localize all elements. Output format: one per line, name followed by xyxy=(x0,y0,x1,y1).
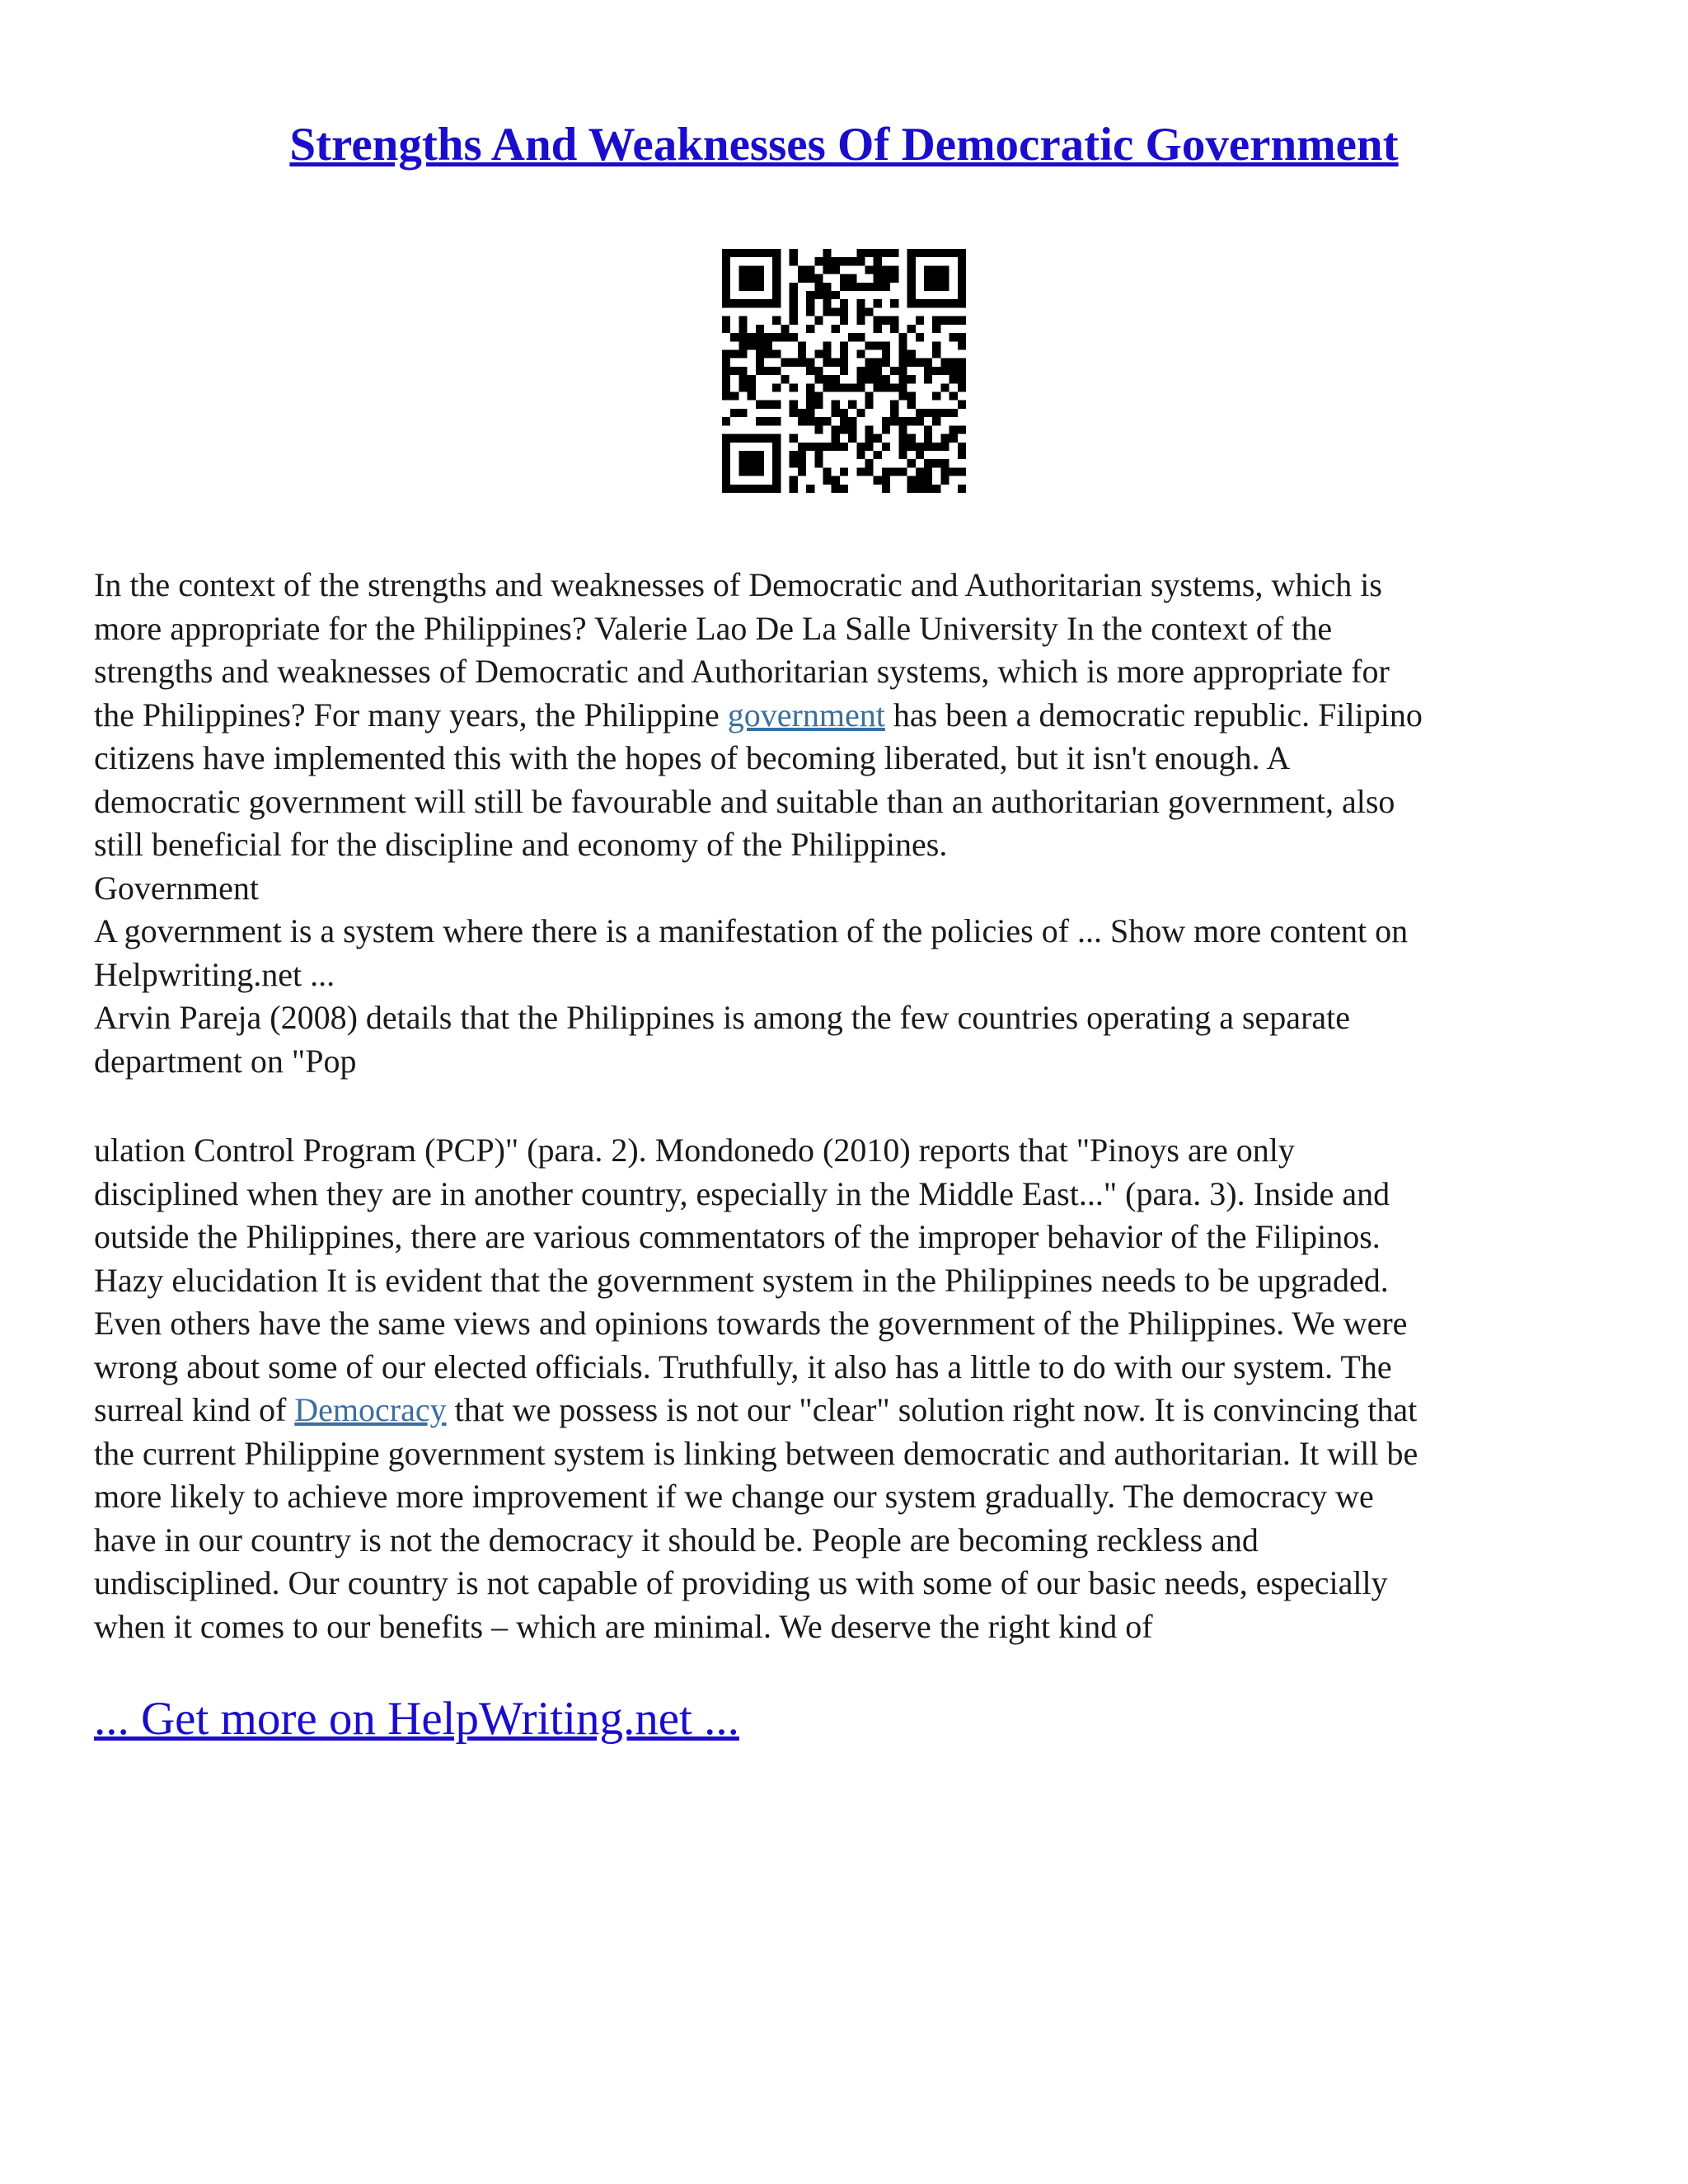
qr-code-image xyxy=(722,249,966,493)
text-line: still beneficial for the discipline and economy of the Philippines. xyxy=(94,826,948,863)
page-title xyxy=(0,115,1688,175)
text-line: the current Philippine government system is linking between democratic and authoritarian. It will be xyxy=(94,1434,1418,1472)
text-line: disciplined when they are in another country, especially in the Middle East..." (para. 3). Inside and xyxy=(94,1174,1390,1212)
text-line: department on "Pop xyxy=(94,1042,357,1080)
text-line: when it comes to our benefits – which are minimal. We deserve the right kind of xyxy=(94,1607,1153,1645)
text-line: Arvin Pareja (2008) details that the Philippines is among the few countries operating a separate xyxy=(94,999,1351,1036)
body-paragraph-2 xyxy=(94,1129,1611,1648)
democracy-link[interactable]: Democracy xyxy=(294,1391,447,1428)
text-line: more likely to achieve more improvement if we change our system gradually. The democracy we xyxy=(94,1478,1374,1515)
section-heading: Government xyxy=(94,869,259,907)
text-line: Hazy elucidation It is evident that the government system in the Philippines needs to be upgraded. xyxy=(94,1261,1389,1299)
text-segment: the Philippines? For many years, the Philippine xyxy=(94,696,728,733)
text-line: strengths and weaknesses of Democratic and Authoritarian systems, which is more appropriate for xyxy=(94,653,1390,690)
text-line: citizens have implemented this with the hopes of becoming liberated, but it isn't enough. A xyxy=(94,739,1291,776)
get-more-section xyxy=(94,1691,739,1747)
text-line: wrong about some of our elected officials. Truthfully, it also has a little to do with our system. The xyxy=(94,1347,1392,1385)
get-more-link[interactable]: ... Get more on HelpWriting.net ... xyxy=(94,1693,739,1745)
text-line: undisciplined. Our country is not capable of providing us with some of our basic needs, especially xyxy=(94,1564,1388,1601)
text-line: have in our country is not the democracy it should be. People are becoming reckless and xyxy=(94,1521,1259,1558)
text-segment: surreal kind of xyxy=(94,1391,295,1428)
text-line: outside the Philippines, there are various commentators of the improper behavior of the Filipinos. xyxy=(94,1218,1381,1255)
text-line: Helpwriting.net ... xyxy=(94,955,335,993)
text-line: ulation Control Program (PCP)" (para. 2). Mondonedo (2010) reports that "Pinoys are only xyxy=(94,1132,1295,1169)
text-line: Even others have the same views and opinions towards the government of the Philippines. We were xyxy=(94,1305,1408,1342)
text-line: A government is a system where there is a manifestation of the policies of ... Show more content on xyxy=(94,912,1409,949)
text-segment: that we possess is not our "clear" solution right now. It is convincing that xyxy=(446,1391,1418,1428)
text-line xyxy=(94,694,1611,738)
body-paragraph-1 xyxy=(94,564,1611,1083)
text-segment: has been a democratic republic. Filipino xyxy=(884,696,1423,733)
text-line: In the context of the strengths and weaknesses of Democratic and Authoritarian systems, which is xyxy=(94,566,1382,603)
text-line: democratic government will still be favourable and suitable than an authoritarian government, also xyxy=(94,782,1395,820)
text-line xyxy=(94,1389,1611,1432)
text-line: more appropriate for the Philippines? Valerie Lao De La Salle University In the context of the xyxy=(94,609,1333,647)
title-link[interactable]: Strengths And Weaknesses Of Democratic Government xyxy=(289,119,1399,171)
government-link[interactable]: government xyxy=(727,696,885,733)
